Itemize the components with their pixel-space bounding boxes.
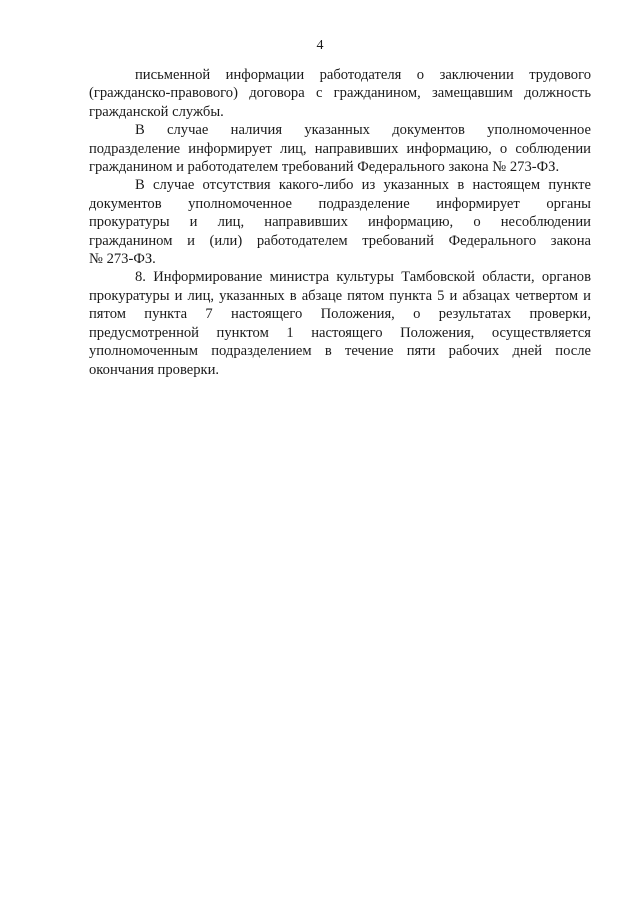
text-line: окончания проверки. bbox=[89, 361, 220, 378]
document-body bbox=[89, 66, 591, 379]
text-line: В случае наличия указанных документов уполномоченное bbox=[135, 122, 591, 139]
text-line: предусмотренной пунктом 1 настоящего Положения, осуществляется bbox=[89, 324, 591, 341]
text-line: (гражданско-правового) договора с гражданином, замещавшим должность bbox=[89, 85, 591, 102]
paragraph-item-8 bbox=[89, 268, 591, 378]
text-line: пятом пункта 7 настоящего Положения, о результатах проверки, bbox=[89, 306, 591, 323]
text-line: письменной информации работодателя о заключении трудового bbox=[135, 67, 591, 83]
text-line: подразделение информирует лиц, направивших информацию, о соблюдении bbox=[89, 140, 591, 157]
text-line: гражданином и работодателем требований Федерального закона № 273-ФЗ. bbox=[89, 159, 560, 176]
text-line: прокуратуры и лиц, указанных в абзаце пятом пункта 5 и абзацах четвертом и bbox=[89, 287, 591, 304]
paragraph-documents-present bbox=[89, 121, 591, 176]
text-line: гражданином и (или) работодателем требований Федерального закона bbox=[89, 232, 591, 249]
text-line: 8. Информирование министра культуры Тамбовской области, органов bbox=[135, 269, 591, 286]
text-line: В случае отсутствия какого-либо из указанных в настоящем пункте bbox=[135, 177, 591, 194]
text-line: гражданской службы. bbox=[89, 103, 224, 120]
text-line: уполномоченным подразделением в течение пяти рабочих дней после bbox=[89, 343, 591, 360]
text-line: № 273-ФЗ. bbox=[89, 251, 156, 268]
text-line: прокуратуры и лиц, направивших информацию, о несоблюдении bbox=[89, 214, 591, 231]
text-line: документов уполномоченное подразделение информирует органы bbox=[89, 195, 591, 212]
paragraph-documents-absent bbox=[89, 176, 591, 268]
paragraph-continuation bbox=[89, 66, 591, 121]
page-number: 4 bbox=[316, 38, 324, 53]
